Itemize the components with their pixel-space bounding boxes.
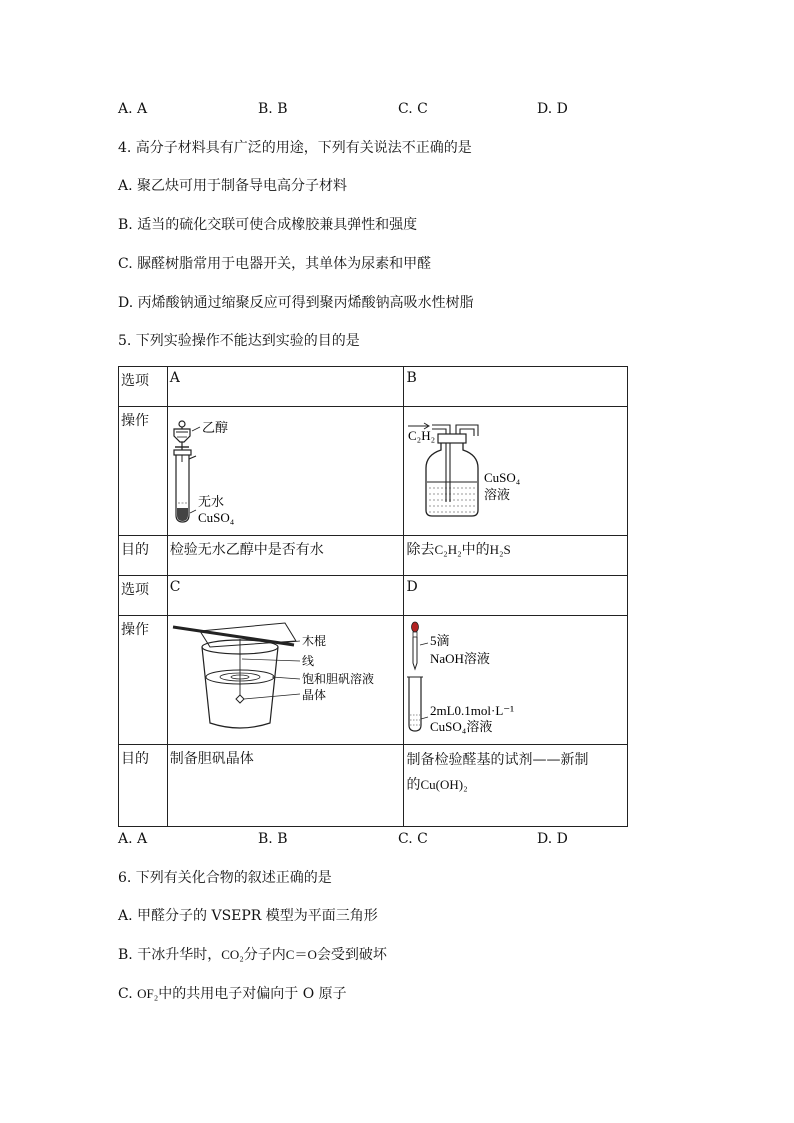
cell-purpose-a: 检验无水乙醇中是否有水: [167, 536, 404, 576]
cell-mudi-1: 目的: [119, 536, 168, 576]
fig-c-solution-label: 饱和胆矾溶液: [301, 672, 374, 686]
apparatus-c-figure: [170, 619, 396, 737]
q6-c-of2: OF₂: [137, 986, 159, 1001]
purpose-d-formula: Cu(OH)₂: [420, 777, 468, 792]
purpose-b-mid: 中的: [461, 542, 490, 558]
q5-option-d: D. D: [537, 831, 568, 847]
q6-option-c: [118, 984, 347, 1004]
q6-b-mid: 分子内: [243, 947, 286, 963]
q6-c-post: 中的共用电子对偏向于 O 原子: [158, 986, 347, 1002]
fig-c-thread-label: 线: [301, 654, 314, 668]
cell-xuanxiang-1: 选项: [119, 367, 168, 407]
q6-option-b: [118, 945, 387, 965]
cell-purpose-d: [404, 745, 628, 827]
q6-b-bond: C＝O: [285, 947, 317, 962]
prev-option-b: B. B: [258, 101, 288, 117]
cell-figure-d: [404, 616, 628, 745]
fig-d-cuso4-label: CuSO₄溶液: [430, 719, 493, 734]
q5-option-a: A. A: [118, 831, 148, 847]
q6-b-post: 会受到破坏: [316, 947, 387, 963]
fig-d-conc-label: 2mL0.1mol·L⁻¹: [430, 703, 515, 718]
fig-d-drops-label: 5滴: [430, 633, 450, 648]
q6-b-pre: B. 干冰升华时，: [118, 947, 222, 963]
fig-a-anhydrous-label: 无水: [197, 494, 224, 509]
q6-option-a: A. 甲醛分子的 VSEPR 模型为平面三角形: [118, 908, 378, 924]
cell-col-d: D: [404, 576, 628, 616]
fig-c-stick-label: 木棍: [301, 634, 326, 648]
fig-b-gas-label: C₂H₂: [408, 428, 436, 443]
q6-stem: 6. 下列有关化合物的叙述正确的是: [118, 870, 332, 886]
purpose-b-h2s: H₂S: [489, 542, 511, 557]
cell-col-b: B: [404, 367, 628, 407]
q5-stem: 5. 下列实验操作不能达到实验的目的是: [118, 333, 360, 349]
q5-experiment-table: [118, 366, 628, 827]
q4-option-d: D. 丙烯酸钠通过缩聚反应可得到聚丙烯酸钠高吸水性树脂: [118, 295, 474, 311]
q6-c-pre: C.: [118, 986, 138, 1002]
fig-d-naoh-label: NaOH溶液: [430, 651, 491, 666]
q6-b-co2: CO₂: [221, 947, 244, 962]
prev-option-c: C. C: [398, 101, 428, 117]
q4-stem: 4. 高分子材料具有广泛的用途，下列有关说法不正确的是: [118, 140, 472, 156]
cell-figure-a: [167, 407, 404, 536]
q4-option-a: A. 聚乙炔可用于制备导电高分子材料: [118, 178, 348, 194]
q5-option-b: B. B: [258, 831, 288, 847]
fig-a-cuso4-label: CuSO₄: [197, 510, 235, 525]
cell-purpose-c: 制备胆矾晶体: [167, 745, 404, 827]
cell-caozuo-2: 操作: [119, 616, 168, 745]
purpose-b-c2h2: C₂H₂: [434, 542, 462, 557]
cell-purpose-b: [404, 536, 628, 576]
cell-xuanxiang-2: 选项: [119, 576, 168, 616]
fig-b-cuso4-label: CuSO₄: [484, 470, 521, 485]
fig-c-crystal-label: 晶体: [301, 688, 326, 702]
prev-option-a: A. A: [118, 101, 148, 117]
purpose-d-line1: 制备检验醛基的试剂——新制: [406, 752, 589, 768]
cell-figure-c: [167, 616, 404, 745]
purpose-d-pre: 的: [406, 777, 421, 793]
fig-b-solution-label: 溶液: [484, 487, 511, 502]
apparatus-d-figure: [406, 619, 566, 737]
q4-option-b: B. 适当的硫化交联可使合成橡胶兼具弹性和强度: [118, 217, 418, 233]
fig-a-ethanol-label: 乙醇: [201, 420, 228, 435]
prev-option-d: D. D: [537, 101, 568, 117]
cell-col-c: C: [167, 576, 404, 616]
q5-option-c: C. C: [398, 831, 428, 847]
cell-col-a: A: [167, 367, 404, 407]
apparatus-b-figure: [406, 410, 546, 528]
q4-option-c: C. 脲醛树脂常用于电器开关，其单体为尿素和甲醛: [118, 256, 432, 272]
cell-caozuo-1: 操作: [119, 407, 168, 536]
cell-figure-b: [404, 407, 628, 536]
purpose-b-pre: 除去: [406, 542, 435, 558]
apparatus-a-figure: [170, 410, 290, 528]
cell-mudi-2: 目的: [119, 745, 168, 827]
